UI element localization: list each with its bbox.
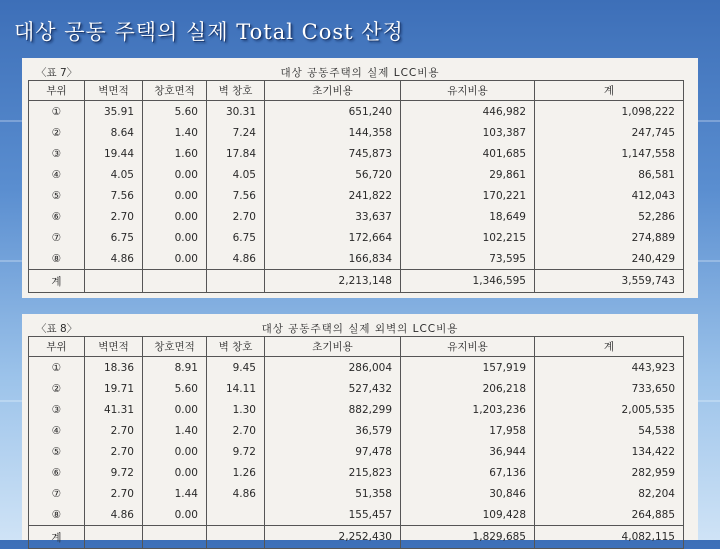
table-cell: 144,358	[265, 122, 401, 143]
table-cell: 109,428	[401, 504, 535, 526]
table-cell: 2.70	[85, 441, 143, 462]
table-8-scan	[22, 314, 698, 544]
column-header: 부위	[29, 337, 85, 357]
table-cell: 4.05	[207, 164, 265, 185]
table-cell	[143, 270, 207, 293]
table-cell: 1.44	[143, 483, 207, 504]
table-cell: 0.00	[143, 504, 207, 526]
table-cell: 56,720	[265, 164, 401, 185]
table-cell: 733,650	[535, 378, 684, 399]
table-cell: 1,098,222	[535, 101, 684, 123]
table-7-caption: 대상 공동주택의 실제 LCC비용	[280, 67, 440, 79]
table-cell: 2.70	[207, 206, 265, 227]
table-cell: ⑤	[29, 441, 85, 462]
table-cell: 82,204	[535, 483, 684, 504]
table-cell: 9.45	[207, 357, 265, 379]
table-row	[29, 420, 684, 441]
table-cell: 41.31	[85, 399, 143, 420]
table-cell: 8.64	[85, 122, 143, 143]
table-cell	[207, 526, 265, 549]
table-cell: 240,429	[535, 248, 684, 270]
table-row	[29, 164, 684, 185]
table-row	[29, 483, 684, 504]
column-header: 계	[535, 337, 684, 357]
slide-title: 대상 공동 주택의 실제 Total Cost 산정	[14, 20, 404, 44]
table-cell: 5.60	[143, 378, 207, 399]
column-header: 창호면적	[143, 337, 207, 357]
table-cell: 17.84	[207, 143, 265, 164]
table-cell: 274,889	[535, 227, 684, 248]
table-row	[29, 378, 684, 399]
table-cell: 527,432	[265, 378, 401, 399]
table-8-caption: 대상 공동주택의 실제 외벽의 LCC비용	[261, 323, 459, 335]
table-cell	[85, 526, 143, 549]
table-cell: 4.86	[85, 504, 143, 526]
table-cell: 4.86	[85, 248, 143, 270]
table-total-row	[29, 526, 684, 549]
column-header: 벽 창호	[207, 337, 265, 357]
table-cell: 1,147,558	[535, 143, 684, 164]
table-cell: ②	[29, 122, 85, 143]
table-cell: 18,649	[401, 206, 535, 227]
table-cell: 0.00	[143, 399, 207, 420]
column-header: 창호면적	[143, 81, 207, 101]
table-cell: ④	[29, 420, 85, 441]
table-cell: 18.36	[85, 357, 143, 379]
table-cell: 14.11	[207, 378, 265, 399]
table-cell: 651,240	[265, 101, 401, 123]
table-7-number: 〈표 7〉	[36, 67, 78, 79]
table-cell: 7.24	[207, 122, 265, 143]
table-row	[29, 504, 684, 526]
table-7-caption-row	[28, 62, 692, 80]
table-cell: ③	[29, 143, 85, 164]
table-cell: 446,982	[401, 101, 535, 123]
table-row	[29, 462, 684, 483]
column-header: 벽 창호	[207, 81, 265, 101]
table-cell: 33,637	[265, 206, 401, 227]
table-row	[29, 357, 684, 379]
table-cell: 계	[29, 526, 85, 549]
table-cell: 9.72	[207, 441, 265, 462]
table-cell: ⑥	[29, 462, 85, 483]
table-row	[29, 185, 684, 206]
table-cell	[143, 526, 207, 549]
table-cell: 206,218	[401, 378, 535, 399]
table-cell	[85, 270, 143, 293]
table-cell: 1.30	[207, 399, 265, 420]
table-cell: 241,822	[265, 185, 401, 206]
table-cell: 170,221	[401, 185, 535, 206]
table-header-row	[29, 81, 684, 101]
column-header: 계	[535, 81, 684, 101]
table-cell: ①	[29, 357, 85, 379]
table-cell: 157,919	[401, 357, 535, 379]
table-cell: 6.75	[85, 227, 143, 248]
table-row	[29, 206, 684, 227]
table-cell: 36,579	[265, 420, 401, 441]
table-cell: 286,004	[265, 357, 401, 379]
table-row	[29, 248, 684, 270]
table-cell: 103,387	[401, 122, 535, 143]
table-cell: 2.70	[207, 420, 265, 441]
table-cell: 2.70	[85, 206, 143, 227]
table-cell: 0.00	[143, 248, 207, 270]
table-cell: ⑦	[29, 483, 85, 504]
table-cell: 19.71	[85, 378, 143, 399]
table-cell: 4.86	[207, 248, 265, 270]
table-8-caption-row	[28, 318, 692, 336]
table-cell: 2,005,535	[535, 399, 684, 420]
table-cell: 1,829,685	[401, 526, 535, 549]
table-cell: 51,358	[265, 483, 401, 504]
table-cell: 29,861	[401, 164, 535, 185]
table-cell: ⑤	[29, 185, 85, 206]
table-cell: 0.00	[143, 441, 207, 462]
table-cell: ②	[29, 378, 85, 399]
table-cell: 264,885	[535, 504, 684, 526]
table-cell: ③	[29, 399, 85, 420]
table-cell: 1.40	[143, 122, 207, 143]
column-header: 벽면적	[85, 81, 143, 101]
table-cell: 4.86	[207, 483, 265, 504]
table-cell: 3,559,743	[535, 270, 684, 293]
table-cell: 2.70	[85, 483, 143, 504]
table-cell: 882,299	[265, 399, 401, 420]
table-cell: 7.56	[85, 185, 143, 206]
table-cell: 5.60	[143, 101, 207, 123]
table-cell: 412,043	[535, 185, 684, 206]
column-header: 유지비용	[401, 81, 535, 101]
table-cell: 2,252,430	[265, 526, 401, 549]
column-header: 벽면적	[85, 337, 143, 357]
column-header: 부위	[29, 81, 85, 101]
table-row	[29, 143, 684, 164]
column-header: 초기비용	[265, 337, 401, 357]
table-cell: 1.40	[143, 420, 207, 441]
table-cell: 97,478	[265, 441, 401, 462]
table-cell: 계	[29, 270, 85, 293]
table-cell: ⑦	[29, 227, 85, 248]
table-cell: 1,203,236	[401, 399, 535, 420]
table-cell	[207, 270, 265, 293]
table-cell: 4,082,115	[535, 526, 684, 549]
table-cell: 19.44	[85, 143, 143, 164]
table-row	[29, 101, 684, 123]
table-cell: 54,538	[535, 420, 684, 441]
table-cell: 0.00	[143, 227, 207, 248]
column-header: 초기비용	[265, 81, 401, 101]
table-cell: 6.75	[207, 227, 265, 248]
table-cell: 2.70	[85, 420, 143, 441]
column-header: 유지비용	[401, 337, 535, 357]
table-cell: 1.60	[143, 143, 207, 164]
table-row	[29, 122, 684, 143]
table-cell: 86,581	[535, 164, 684, 185]
table-cell: 401,685	[401, 143, 535, 164]
table-row	[29, 399, 684, 420]
table-cell: 52,286	[535, 206, 684, 227]
table-8-number: 〈표 8〉	[36, 323, 78, 335]
table-7	[28, 80, 684, 293]
table-cell: 134,422	[535, 441, 684, 462]
table-header-row	[29, 337, 684, 357]
table-cell: 102,215	[401, 227, 535, 248]
table-cell: ⑥	[29, 206, 85, 227]
table-cell: ⑧	[29, 504, 85, 526]
table-cell: ①	[29, 101, 85, 123]
table-cell: 1.26	[207, 462, 265, 483]
table-row	[29, 227, 684, 248]
table-cell: 30.31	[207, 101, 265, 123]
table-cell: 36,944	[401, 441, 535, 462]
table-cell: 17,958	[401, 420, 535, 441]
table-cell: 0.00	[143, 164, 207, 185]
table-8	[28, 336, 684, 549]
table-cell: 166,834	[265, 248, 401, 270]
table-cell: 35.91	[85, 101, 143, 123]
table-cell: 73,595	[401, 248, 535, 270]
table-cell: 7.56	[207, 185, 265, 206]
table-cell: 0.00	[143, 185, 207, 206]
table-cell: 155,457	[265, 504, 401, 526]
table-cell: 30,846	[401, 483, 535, 504]
table-cell: 2,213,148	[265, 270, 401, 293]
table-cell: 443,923	[535, 357, 684, 379]
table-cell: 9.72	[85, 462, 143, 483]
table-cell: 282,959	[535, 462, 684, 483]
table-cell: 745,873	[265, 143, 401, 164]
table-cell	[207, 504, 265, 526]
table-cell: 8.91	[143, 357, 207, 379]
table-cell: 1,346,595	[401, 270, 535, 293]
table-cell: 172,664	[265, 227, 401, 248]
table-cell: 247,745	[535, 122, 684, 143]
table-row	[29, 441, 684, 462]
table-cell: ④	[29, 164, 85, 185]
table-cell: 67,136	[401, 462, 535, 483]
table-7-scan	[22, 58, 698, 298]
table-total-row	[29, 270, 684, 293]
table-cell: 0.00	[143, 206, 207, 227]
table-cell: 4.05	[85, 164, 143, 185]
table-cell: ⑧	[29, 248, 85, 270]
table-cell: 215,823	[265, 462, 401, 483]
table-cell: 0.00	[143, 462, 207, 483]
